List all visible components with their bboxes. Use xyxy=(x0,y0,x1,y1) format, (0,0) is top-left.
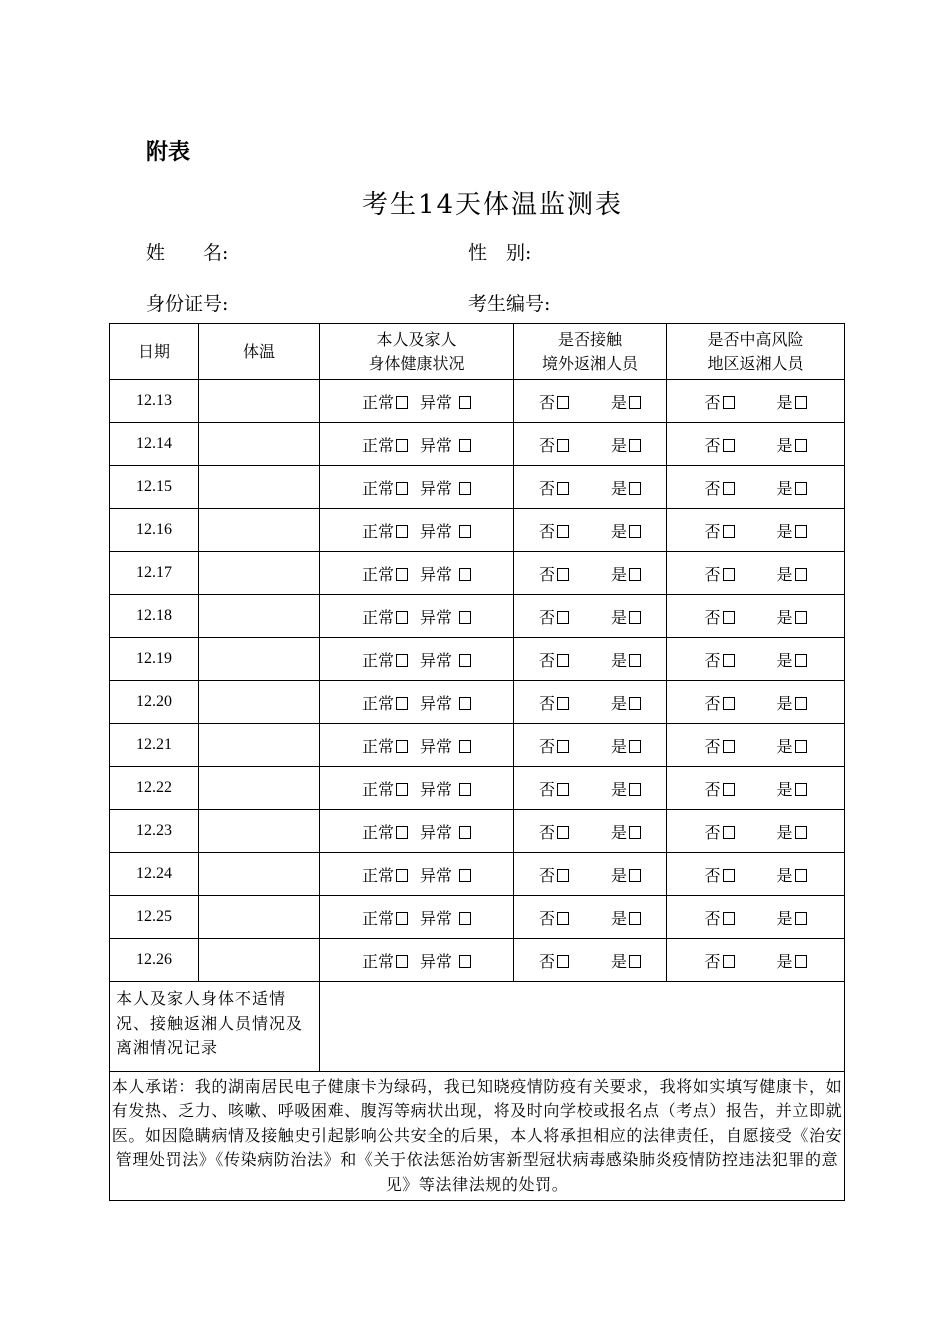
abnormal-option: 异常 xyxy=(420,605,471,628)
no-option: 否 xyxy=(704,906,734,929)
header-risk-area xyxy=(667,324,845,380)
normal-checkbox[interactable] xyxy=(396,740,408,753)
yes-option: 是 xyxy=(777,863,807,886)
no-checkbox[interactable] xyxy=(557,396,569,409)
no-option: 否 xyxy=(704,433,734,456)
table-row xyxy=(110,552,845,595)
yes-checkbox[interactable] xyxy=(629,912,641,925)
yes-option: 是 xyxy=(611,433,641,456)
yes-option: 是 xyxy=(777,605,807,628)
header-contact-line2: 境外返湘人员 xyxy=(541,353,638,373)
no-checkbox[interactable] xyxy=(557,912,569,925)
contact-overseas-cell xyxy=(514,380,667,423)
no-option: 否 xyxy=(704,476,734,499)
no-checkbox[interactable] xyxy=(557,654,569,667)
yes-checkbox[interactable] xyxy=(795,525,807,538)
no-option: 否 xyxy=(539,949,569,972)
abnormal-checkbox[interactable] xyxy=(459,697,471,710)
header-contact-line1: 是否接触 xyxy=(557,329,622,349)
abnormal-option: 异常 xyxy=(420,949,471,972)
normal-option: 正常 xyxy=(362,390,408,413)
no-option: 否 xyxy=(539,519,569,542)
contact-overseas-cell xyxy=(514,853,667,896)
no-option: 否 xyxy=(704,691,734,714)
no-option: 否 xyxy=(539,390,569,413)
contact-overseas-cell xyxy=(514,466,667,509)
risk-area-cell xyxy=(667,853,845,896)
header-health-line1: 本人及家人 xyxy=(376,329,457,349)
no-option: 否 xyxy=(704,734,734,757)
table-row xyxy=(110,767,845,810)
abnormal-option: 异常 xyxy=(420,476,471,499)
yes-option: 是 xyxy=(777,519,807,542)
normal-option: 正常 xyxy=(362,863,408,886)
no-option: 否 xyxy=(539,691,569,714)
yes-option: 是 xyxy=(777,691,807,714)
promise-row xyxy=(110,1072,845,1201)
normal-checkbox[interactable] xyxy=(396,482,408,495)
no-checkbox[interactable] xyxy=(723,826,735,839)
date-cell: 12.16 xyxy=(110,509,199,552)
health-status-cell xyxy=(320,939,514,982)
risk-area-cell xyxy=(667,423,845,466)
date-cell: 12.24 xyxy=(110,853,199,896)
table-row xyxy=(110,724,845,767)
health-status-cell xyxy=(320,552,514,595)
temperature-input-cell[interactable] xyxy=(199,509,320,552)
no-checkbox[interactable] xyxy=(557,869,569,882)
contact-overseas-cell xyxy=(514,767,667,810)
temperature-input-cell[interactable] xyxy=(199,767,320,810)
no-option: 否 xyxy=(539,863,569,886)
health-status-cell xyxy=(320,509,514,552)
health-status-cell xyxy=(320,853,514,896)
no-checkbox[interactable] xyxy=(557,439,569,452)
temperature-input-cell[interactable] xyxy=(199,423,320,466)
date-cell: 12.25 xyxy=(110,896,199,939)
risk-area-cell xyxy=(667,595,845,638)
normal-option: 正常 xyxy=(362,691,408,714)
abnormal-option: 异常 xyxy=(420,433,471,456)
abnormal-checkbox[interactable] xyxy=(459,439,471,452)
health-status-cell xyxy=(320,724,514,767)
normal-option: 正常 xyxy=(362,777,408,800)
no-checkbox[interactable] xyxy=(723,869,735,882)
normal-option: 正常 xyxy=(362,820,408,843)
yes-option: 是 xyxy=(611,777,641,800)
temperature-input-cell[interactable] xyxy=(199,939,320,982)
no-checkbox[interactable] xyxy=(723,568,735,581)
yes-checkbox[interactable] xyxy=(795,568,807,581)
header-temperature: 体温 xyxy=(199,324,320,380)
contact-overseas-cell xyxy=(514,810,667,853)
yes-checkbox[interactable] xyxy=(629,869,641,882)
no-option: 否 xyxy=(539,777,569,800)
exam-number-field-label: 考生编号: xyxy=(468,293,551,315)
contact-overseas-cell xyxy=(514,724,667,767)
yes-option: 是 xyxy=(611,906,641,929)
normal-option: 正常 xyxy=(362,648,408,671)
temperature-input-cell[interactable] xyxy=(199,896,320,939)
appendix-label: 附表 xyxy=(146,140,191,165)
yes-option: 是 xyxy=(611,390,641,413)
date-cell: 12.21 xyxy=(110,724,199,767)
abnormal-checkbox[interactable] xyxy=(459,611,471,624)
temperature-input-cell[interactable] xyxy=(199,724,320,767)
health-status-cell xyxy=(320,595,514,638)
yes-checkbox[interactable] xyxy=(795,482,807,495)
no-checkbox[interactable] xyxy=(557,697,569,710)
table-row xyxy=(110,466,845,509)
header-contact-overseas xyxy=(514,324,667,380)
no-checkbox[interactable] xyxy=(723,783,735,796)
normal-option: 正常 xyxy=(362,734,408,757)
abnormal-option: 异常 xyxy=(420,390,471,413)
contact-overseas-cell xyxy=(514,896,667,939)
health-status-cell xyxy=(320,466,514,509)
no-option: 否 xyxy=(539,605,569,628)
table-row xyxy=(110,939,845,982)
abnormal-checkbox[interactable] xyxy=(459,912,471,925)
normal-option: 正常 xyxy=(362,519,408,542)
normal-checkbox[interactable] xyxy=(396,396,408,409)
abnormal-option: 异常 xyxy=(420,820,471,843)
temperature-input-cell[interactable] xyxy=(199,380,320,423)
risk-area-cell xyxy=(667,552,845,595)
yes-checkbox[interactable] xyxy=(629,482,641,495)
yes-checkbox[interactable] xyxy=(629,783,641,796)
yes-checkbox[interactable] xyxy=(629,740,641,753)
no-option: 否 xyxy=(539,562,569,585)
yes-checkbox[interactable] xyxy=(795,783,807,796)
yes-option: 是 xyxy=(611,476,641,499)
yes-checkbox[interactable] xyxy=(629,439,641,452)
yes-checkbox[interactable] xyxy=(629,697,641,710)
health-status-cell xyxy=(320,681,514,724)
yes-option: 是 xyxy=(611,863,641,886)
abnormal-option: 异常 xyxy=(420,519,471,542)
risk-area-cell xyxy=(667,767,845,810)
yes-option: 是 xyxy=(611,734,641,757)
contact-overseas-cell xyxy=(514,939,667,982)
abnormal-checkbox[interactable] xyxy=(459,869,471,882)
no-option: 否 xyxy=(704,519,734,542)
abnormal-checkbox[interactable] xyxy=(459,783,471,796)
table-row xyxy=(110,595,845,638)
date-cell: 12.13 xyxy=(110,380,199,423)
header-risk-line1: 是否中高风险 xyxy=(707,329,804,349)
no-checkbox[interactable] xyxy=(723,525,735,538)
date-cell: 12.17 xyxy=(110,552,199,595)
contact-overseas-cell xyxy=(514,681,667,724)
normal-checkbox[interactable] xyxy=(396,439,408,452)
yes-checkbox[interactable] xyxy=(795,396,807,409)
risk-area-cell xyxy=(667,509,845,552)
temperature-input-cell[interactable] xyxy=(199,810,320,853)
risk-area-cell xyxy=(667,939,845,982)
normal-checkbox[interactable] xyxy=(396,611,408,624)
page-title: 考生14天体温监测表 xyxy=(361,190,624,220)
yes-option: 是 xyxy=(611,605,641,628)
yes-option: 是 xyxy=(777,777,807,800)
no-checkbox[interactable] xyxy=(557,740,569,753)
no-option: 否 xyxy=(704,949,734,972)
no-option: 否 xyxy=(704,777,734,800)
header-risk-line2: 地区返湘人员 xyxy=(707,353,804,373)
yes-option: 是 xyxy=(611,648,641,671)
health-status-cell xyxy=(320,767,514,810)
normal-checkbox[interactable] xyxy=(396,869,408,882)
no-checkbox[interactable] xyxy=(723,482,735,495)
temperature-input-cell[interactable] xyxy=(199,853,320,896)
temperature-monitoring-table xyxy=(109,323,845,1201)
record-row xyxy=(110,982,845,1072)
no-checkbox[interactable] xyxy=(557,525,569,538)
abnormal-option: 异常 xyxy=(420,777,471,800)
normal-option: 正常 xyxy=(362,476,408,499)
abnormal-option: 异常 xyxy=(420,648,471,671)
no-checkbox[interactable] xyxy=(723,955,735,968)
temperature-input-cell[interactable] xyxy=(199,595,320,638)
risk-area-cell xyxy=(667,638,845,681)
no-option: 否 xyxy=(704,648,734,671)
health-status-cell xyxy=(320,896,514,939)
table-row xyxy=(110,380,845,423)
contact-overseas-cell xyxy=(514,509,667,552)
yes-checkbox[interactable] xyxy=(795,912,807,925)
abnormal-checkbox[interactable] xyxy=(459,740,471,753)
abnormal-option: 异常 xyxy=(420,691,471,714)
contact-overseas-cell xyxy=(514,423,667,466)
temperature-input-cell[interactable] xyxy=(199,466,320,509)
no-option: 否 xyxy=(704,820,734,843)
date-cell: 12.15 xyxy=(110,466,199,509)
table-header-row xyxy=(110,324,845,380)
record-label: 本人及家人身体不适情况、接触返湘人员情况及离湘情况记录 xyxy=(110,982,320,1072)
no-checkbox[interactable] xyxy=(723,740,735,753)
risk-area-cell xyxy=(667,896,845,939)
yes-checkbox[interactable] xyxy=(629,955,641,968)
contact-overseas-cell xyxy=(514,552,667,595)
no-checkbox[interactable] xyxy=(723,654,735,667)
temperature-input-cell[interactable] xyxy=(199,552,320,595)
no-checkbox[interactable] xyxy=(557,568,569,581)
abnormal-checkbox[interactable] xyxy=(459,955,471,968)
table-row xyxy=(110,509,845,552)
yes-option: 是 xyxy=(777,433,807,456)
normal-checkbox[interactable] xyxy=(396,912,408,925)
record-input-cell[interactable] xyxy=(320,982,845,1072)
abnormal-option: 异常 xyxy=(420,906,471,929)
normal-checkbox[interactable] xyxy=(396,783,408,796)
contact-overseas-cell xyxy=(514,595,667,638)
normal-checkbox[interactable] xyxy=(396,568,408,581)
no-option: 否 xyxy=(704,390,734,413)
yes-checkbox[interactable] xyxy=(795,955,807,968)
yes-checkbox[interactable] xyxy=(795,697,807,710)
header-health-line2: 身体健康状况 xyxy=(368,353,465,373)
yes-checkbox[interactable] xyxy=(629,568,641,581)
yes-option: 是 xyxy=(777,390,807,413)
no-option: 否 xyxy=(704,605,734,628)
table-row xyxy=(110,810,845,853)
date-cell: 12.14 xyxy=(110,423,199,466)
abnormal-checkbox[interactable] xyxy=(459,482,471,495)
normal-option: 正常 xyxy=(362,433,408,456)
normal-option: 正常 xyxy=(362,562,408,585)
no-checkbox[interactable] xyxy=(723,396,735,409)
abnormal-checkbox[interactable] xyxy=(459,525,471,538)
date-cell: 12.18 xyxy=(110,595,199,638)
risk-area-cell xyxy=(667,681,845,724)
risk-area-cell xyxy=(667,724,845,767)
gender-field-label: 性 别: xyxy=(468,242,532,264)
header-date: 日期 xyxy=(110,324,199,380)
no-checkbox[interactable] xyxy=(723,697,735,710)
yes-checkbox[interactable] xyxy=(629,654,641,667)
no-option: 否 xyxy=(704,562,734,585)
health-status-cell xyxy=(320,638,514,681)
health-status-cell xyxy=(320,810,514,853)
no-option: 否 xyxy=(539,734,569,757)
yes-checkbox[interactable] xyxy=(795,869,807,882)
normal-option: 正常 xyxy=(362,949,408,972)
yes-option: 是 xyxy=(611,519,641,542)
abnormal-option: 异常 xyxy=(420,734,471,757)
name-field-label: 姓 名: xyxy=(146,242,229,264)
promise-text: 本人承诺：我的湖南居民电子健康卡为绿码，我已知晓疫情防疫有关要求，我将如实填写健康卡，如有发热、乏力、咳嗽、呼吸困难、腹泻等病状出现，将及时向学校或报名点（考点）报告，并立即就医。如因隐瞒病情及接触史引起影响公共安全的后果，本人将承担相应的法律责任，自愿接受《治安管理处罚法》《传染病防治法》和《关于依法惩治妨害新型冠状病毒感染肺炎疫情防控违法犯罪的意见》等法律法规的处罚。 xyxy=(110,1072,845,1201)
date-cell: 12.22 xyxy=(110,767,199,810)
yes-option: 是 xyxy=(777,648,807,671)
table-row xyxy=(110,896,845,939)
yes-option: 是 xyxy=(777,562,807,585)
no-checkbox[interactable] xyxy=(723,439,735,452)
abnormal-checkbox[interactable] xyxy=(459,568,471,581)
date-cell: 12.26 xyxy=(110,939,199,982)
yes-checkbox[interactable] xyxy=(795,654,807,667)
yes-option: 是 xyxy=(611,949,641,972)
yes-option: 是 xyxy=(611,691,641,714)
no-option: 否 xyxy=(539,906,569,929)
yes-checkbox[interactable] xyxy=(795,611,807,624)
yes-checkbox[interactable] xyxy=(795,439,807,452)
yes-option: 是 xyxy=(611,562,641,585)
abnormal-checkbox[interactable] xyxy=(459,826,471,839)
abnormal-option: 异常 xyxy=(420,562,471,585)
no-checkbox[interactable] xyxy=(723,611,735,624)
yes-option: 是 xyxy=(777,949,807,972)
yes-option: 是 xyxy=(611,820,641,843)
no-option: 否 xyxy=(539,648,569,671)
normal-checkbox[interactable] xyxy=(396,826,408,839)
no-option: 否 xyxy=(539,476,569,499)
no-checkbox[interactable] xyxy=(723,912,735,925)
no-checkbox[interactable] xyxy=(557,826,569,839)
id-number-field-label: 身份证号: xyxy=(146,293,229,315)
normal-option: 正常 xyxy=(362,906,408,929)
no-option: 否 xyxy=(704,863,734,886)
yes-checkbox[interactable] xyxy=(629,525,641,538)
normal-checkbox[interactable] xyxy=(396,525,408,538)
table-row xyxy=(110,681,845,724)
yes-option: 是 xyxy=(777,820,807,843)
table-row xyxy=(110,423,845,466)
contact-overseas-cell xyxy=(514,638,667,681)
table-row xyxy=(110,853,845,896)
temperature-input-cell[interactable] xyxy=(199,681,320,724)
date-cell: 12.19 xyxy=(110,638,199,681)
header-health-status xyxy=(320,324,514,380)
risk-area-cell xyxy=(667,466,845,509)
yes-checkbox[interactable] xyxy=(795,740,807,753)
normal-checkbox[interactable] xyxy=(396,654,408,667)
yes-checkbox[interactable] xyxy=(795,826,807,839)
yes-option: 是 xyxy=(777,734,807,757)
yes-checkbox[interactable] xyxy=(629,396,641,409)
no-checkbox[interactable] xyxy=(557,783,569,796)
health-status-cell xyxy=(320,380,514,423)
no-checkbox[interactable] xyxy=(557,482,569,495)
temperature-input-cell[interactable] xyxy=(199,638,320,681)
risk-area-cell xyxy=(667,810,845,853)
date-cell: 12.23 xyxy=(110,810,199,853)
normal-option: 正常 xyxy=(362,605,408,628)
normal-checkbox[interactable] xyxy=(396,697,408,710)
table-row xyxy=(110,638,845,681)
no-checkbox[interactable] xyxy=(557,611,569,624)
yes-checkbox[interactable] xyxy=(629,826,641,839)
no-option: 否 xyxy=(539,433,569,456)
risk-area-cell xyxy=(667,380,845,423)
health-status-cell xyxy=(320,423,514,466)
abnormal-checkbox[interactable] xyxy=(459,396,471,409)
yes-option: 是 xyxy=(777,906,807,929)
abnormal-option: 异常 xyxy=(420,863,471,886)
yes-checkbox[interactable] xyxy=(629,611,641,624)
yes-option: 是 xyxy=(777,476,807,499)
abnormal-checkbox[interactable] xyxy=(459,654,471,667)
no-checkbox[interactable] xyxy=(557,955,569,968)
normal-checkbox[interactable] xyxy=(396,955,408,968)
no-option: 否 xyxy=(539,820,569,843)
date-cell: 12.20 xyxy=(110,681,199,724)
